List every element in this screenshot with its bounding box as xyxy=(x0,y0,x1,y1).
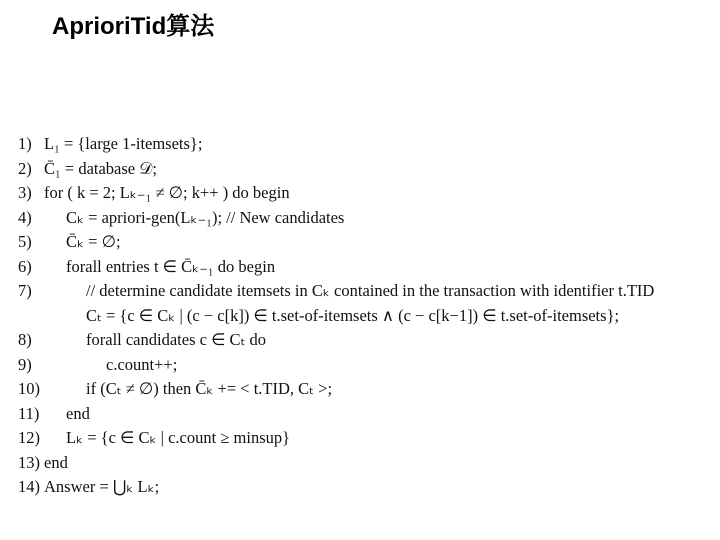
line-number: 14) xyxy=(18,477,40,496)
algorithm-line xyxy=(18,206,718,231)
line-number: 6) xyxy=(18,256,32,276)
line-number: 11) xyxy=(18,403,40,423)
line-code: for ( k = 2; Lₖ₋₁ ≠ ∅; k++ ) do begin xyxy=(44,183,290,202)
line-code: L₁ = {large 1-itemsets}; xyxy=(44,134,203,153)
line-code: Cₜ = {c ∈ Cₖ | (c − c[k]) ∈ t.set-of-itemsets ∧ (c − c[k−1]) ∈ t.set-of-itemsets}; xyxy=(86,305,620,325)
algorithm-line xyxy=(18,279,718,304)
algorithm-listing xyxy=(18,132,718,500)
line-code: forall candidates c ∈ Cₜ do xyxy=(86,330,267,349)
line-code: // determine candidate itemsets in Cₖ contained in the transaction with identifier t.TID xyxy=(86,281,655,300)
line-number: 13) xyxy=(18,452,40,472)
line-number: 5) xyxy=(18,232,32,251)
algorithm-line xyxy=(18,304,718,329)
algorithm-line xyxy=(18,157,718,182)
page-title: AprioriTid算法 xyxy=(52,13,215,40)
algorithm-line xyxy=(18,402,718,427)
algorithm-line xyxy=(18,475,718,500)
algorithm-line xyxy=(18,255,718,280)
algorithm-line xyxy=(18,451,718,476)
line-number: 8) xyxy=(18,330,32,349)
line-number: 1) xyxy=(18,134,32,153)
algorithm-line xyxy=(18,426,718,451)
algorithm-line xyxy=(18,132,718,157)
line-number: 4) xyxy=(18,207,32,227)
line-code: end xyxy=(66,403,90,423)
algorithm-line xyxy=(18,181,718,206)
line-code: if (Cₜ ≠ ∅) then C̄ₖ += < t.TID, Cₜ >; xyxy=(86,379,333,398)
line-code: Lₖ = {c ∈ Cₖ | c.count ≥ minsup} xyxy=(66,428,291,447)
line-code: end xyxy=(44,452,68,472)
line-number: 7) xyxy=(18,281,32,300)
line-number: 12) xyxy=(18,428,40,447)
line-code: C̄ₖ = ∅; xyxy=(66,232,121,251)
algorithm-line xyxy=(18,353,718,378)
algorithm-line xyxy=(18,230,718,255)
line-code: Cₖ = apriori-gen(Lₖ₋₁); // New candidates xyxy=(66,207,345,227)
line-number: 10) xyxy=(18,379,40,398)
line-number: 2) xyxy=(18,158,32,178)
line-code: c.count++; xyxy=(106,354,178,374)
line-code: Answer = ⋃ₖ Lₖ; xyxy=(44,477,160,496)
algorithm-line xyxy=(18,377,718,402)
algorithm-line xyxy=(18,328,718,353)
line-code: forall entries t ∈ C̄ₖ₋₁ do begin xyxy=(66,256,276,276)
line-code: C̄₁ = database 𝒟; xyxy=(44,158,157,178)
line-number: 9) xyxy=(18,354,32,374)
line-number: 3) xyxy=(18,183,32,202)
